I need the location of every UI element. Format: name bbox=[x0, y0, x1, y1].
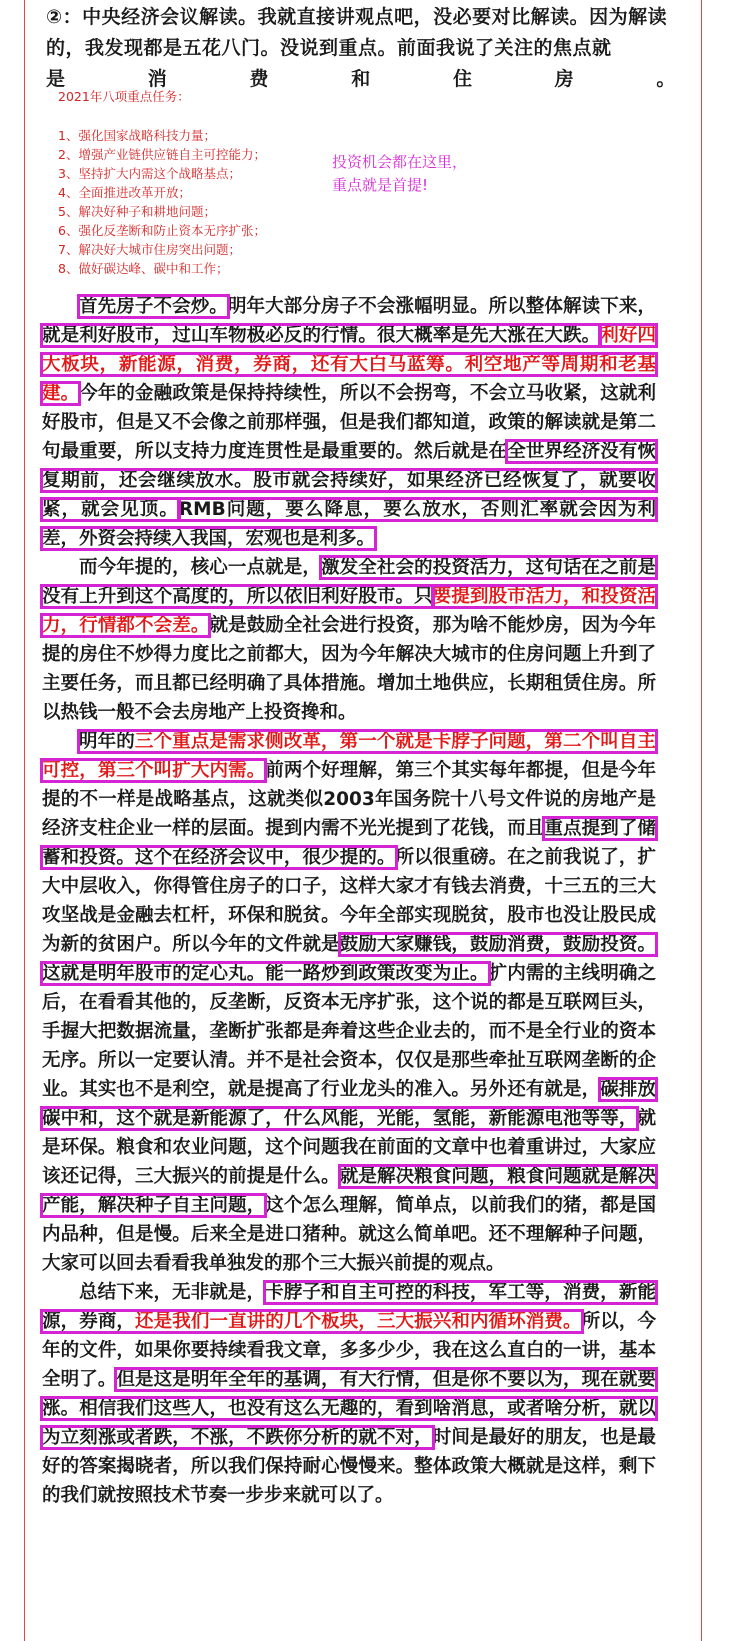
list-item: 1、强化国家战略科技力量； bbox=[58, 128, 216, 143]
list-item: 2、增强产业链供应链自主可控能力； bbox=[58, 147, 266, 162]
highlight-box: 就是解决粮食问题，粮食问题就是解决产能，解决种子自主问题， bbox=[42, 1166, 656, 1216]
highlight-box-red: 要提到股市活力，和投资活力，行情都不会差。 bbox=[42, 586, 656, 636]
text-run: 所以，今年的文件，如果你要持续看我文章，多多少少，我在这么直白的一讲，基本全明了。 bbox=[42, 1311, 656, 1390]
text-run: 卡脖子和自主可控的科技，军工等，消费，新能源，券商， bbox=[42, 1282, 656, 1332]
paragraph-demand-reform bbox=[42, 727, 656, 1278]
list-item: 8、做好碳达峰、碳中和工作； bbox=[58, 261, 229, 276]
intro-paragraph bbox=[46, 2, 676, 95]
highlight-box: 激发全社会的投资活力，这句话在之前是没有上升到这个高度的，所以依旧利好股市。只 bbox=[42, 557, 656, 607]
red-text: 三个重点是需求侧改革，第一个就是卡脖子问题，第二个叫自主可控，第三个叫扩大内需。 bbox=[42, 731, 656, 781]
paragraph-housing bbox=[42, 292, 656, 553]
text-run: 明年大部分房子不会涨幅明显。所以整体解读下来， bbox=[227, 296, 656, 317]
intro-word: 费 bbox=[249, 68, 269, 90]
list-item: 5、解决好种子和耕地问题； bbox=[58, 204, 216, 219]
highlight-box: 鼓励大家赚钱，鼓励消费，鼓励投资。这就是明年股市的定心丸。能一路炒到政策改变为止。 bbox=[42, 934, 656, 984]
text-run: 这个怎么理解，简单点，以前我们的猪，都是国内品种，但是慢。后来全是进口猪种。就这么简单吧。还不理解种子问题，大家可以回去看看我单独发的那个三大振兴前提的观点。 bbox=[42, 1195, 656, 1274]
list-item: 3、坚持扩大内需这个战略基点； bbox=[58, 166, 241, 181]
highlight-box: 但是这是明年全年的基调，有大行情，但是你不要以为，现在就要涨。相信我们这些人，也没有这么无趣的，看到啥消息，或者啥分析，就以为立刻涨或者跌，不涨，不跌你分析的就不对， bbox=[42, 1369, 656, 1448]
text-run: 而今年提的，核心一点就是， bbox=[79, 557, 322, 578]
text-run: 时间是最好的朋友，也是最好的答案揭晓者，所以我们保持耐心慢慢来。整体政策大概就是这样，剩下的我们就按照技术节奏一步步来就可以了。 bbox=[42, 1427, 656, 1506]
paragraph-investment bbox=[42, 553, 656, 727]
intro-text: ②：中央经济会议解读。我就直接讲观点吧，没必要对比解读。因为解读的，我发现都是五花八门。没说到重点。前面我说了关注的焦点就 bbox=[46, 6, 668, 59]
highlight-box: 碳排放碳中和，这个就是新能源了，什么风能，光能，氢能，新能源电池等等， bbox=[42, 1079, 656, 1129]
highlight-box: 首先房子不会炒。 bbox=[79, 296, 228, 317]
key-tasks-list bbox=[58, 126, 266, 278]
intro-word: 。 bbox=[656, 68, 676, 90]
figure-title: 2021年八项重点任务： bbox=[58, 89, 190, 104]
text-run: 就是环保。粮食和农业问题，这个问题我在前面的文章中也着重讲过，大家应该还记得，三大振兴的前提是什么。 bbox=[42, 1108, 656, 1187]
paragraph-summary bbox=[42, 1278, 656, 1510]
annotation-line: 重点就是首提! bbox=[332, 176, 429, 194]
intro-word: 住 bbox=[452, 68, 473, 90]
highlight-box-red: 利好四大板块，新能源，消费，券商，还有大白马蓝筹。利空地产等周期和老基建。 bbox=[42, 325, 656, 404]
intro-word: 和 bbox=[351, 68, 371, 90]
intro-word: 消 bbox=[147, 68, 168, 90]
list-item: 4、全面推进改革开放； bbox=[58, 185, 191, 200]
intro-word: 是 bbox=[46, 68, 66, 90]
text-run: 就是鼓励全社会进行投资，那为啥不能炒房，因为今年提的房住不炒得力度比之前都大，因为今年解决大城市的住房问题上升到了主要任务，而且都已经明确了具体措施。增加土地供应，长期租赁住房。所以热钱一般不会去房地产上投资搀和。 bbox=[42, 615, 656, 723]
highlight-box: RMB问题，要么降息，要么放水，否则汇率就会因为利差，外资会持续入我国，宏观也是利多。 bbox=[42, 499, 656, 549]
text-run: 扩内需的主线明确之后，在看看其他的，反垄断，反资本无序扩张，这个说的都是互联网巨头，手握大把数据流量，垄断扩张都是奔着这些企业去的，而不是全行业的资本无序。所以一定要认清。并不是社会资本，仅仅是那些牵扯互联网垄断的企业。其实也不是利空，就是提高了行业龙头的准入。另外还有就是， bbox=[42, 963, 656, 1100]
red-text: 还是我们一直讲的几个板块，三大振兴和内循环消费。 bbox=[135, 1311, 582, 1332]
key-tasks-figure bbox=[50, 88, 650, 288]
text-run: 前两个好理解，第三个其实每年都提，但是今年提的不一样是战略基点，这就类似2003年国务院十八号文件说的房地产是经济支柱企业一样的层面。提到内需不光光提到了花钱，而且 bbox=[42, 760, 656, 839]
intro-word: 房 bbox=[554, 68, 575, 90]
list-item: 7、解决好大城市住房突出问题； bbox=[58, 242, 241, 257]
highlight-box: 重点提到了储蓄和投资。这个在经济会议中，很少提的。 bbox=[42, 818, 656, 868]
text-run: 明年的 bbox=[79, 731, 135, 752]
annotation-line: 投资机会都在这里， bbox=[332, 153, 468, 171]
highlight-box: 全世界经济没有恢复期前，还会继续放水。股市就会持续好，如果经济已经恢复了，就要收紧，就会见顶。 bbox=[42, 441, 656, 520]
figure-annotation bbox=[332, 151, 467, 197]
article-body bbox=[42, 292, 656, 1510]
text-run: 今年的金融政策是保持持续性，所以不会拐弯，不会立马收紧，这就利好股市，但是又不会像之前那样强，但是我们都知道，政策的解读就是第二句最重要，所以支持力度连贯性是最重要的。然后就是在 bbox=[42, 383, 656, 462]
list-item: 6、强化反垄断和防止资本无序扩张； bbox=[58, 223, 266, 238]
text-run: 总结下来，无非就是， bbox=[79, 1282, 266, 1303]
highlight-box: 就是利好股市，过山车物极必反的行情。很大概率是先大涨在大跌。 bbox=[42, 325, 601, 346]
text-run: 所以很重磅。在之前我说了，扩大中层收入，你得管住房子的口子，这样大家才有钱去消费，十三五的三大攻坚战是金融去杠杆，环保和脱贫。今年全部实现脱贫，股市也没让股民成为新的贫困户。所以今年的文件就是 bbox=[42, 847, 656, 955]
